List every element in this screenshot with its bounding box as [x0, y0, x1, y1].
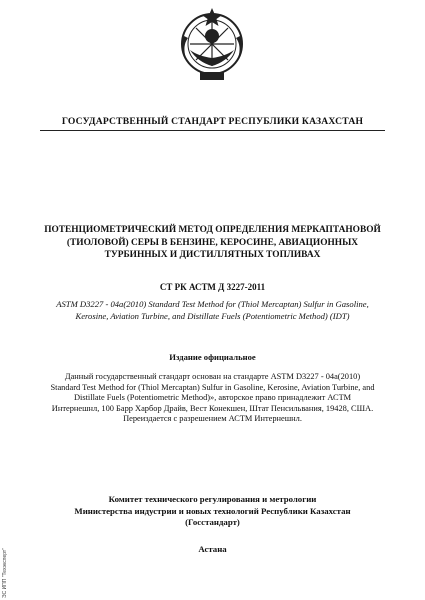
kazakhstan-emblem-icon — [178, 6, 246, 86]
committee-line: Министерства индустрии и новых технологий Республики Казахстан — [74, 505, 351, 516]
side-note: ЭС ИПП "Техэксперт" — [2, 547, 8, 598]
edition-label: Издание официальное — [169, 352, 256, 362]
standard-number: СТ РК АСТМ Д 3227-2011 — [159, 282, 266, 292]
committee-block — [20, 494, 405, 529]
astm-reference — [34, 299, 391, 322]
description-line: Переиздается с разрешением АСТМ Интернешнл. — [123, 414, 302, 424]
description-paragraph — [26, 372, 399, 425]
document-title — [40, 224, 385, 262]
header-divider — [40, 130, 385, 131]
description-line: Standard Test Method for (Thiol Mercaptan) Sulfur in Gasoline, Kerosine, Aviation Turbine, and — [50, 382, 375, 392]
country-standard-header: ГОСУДАРСТВЕННЫЙ СТАНДАРТ РЕСПУБЛИКИ КАЗАХСТАН — [61, 116, 364, 127]
committee-line: (Госстандарт) — [185, 517, 240, 527]
astm-line: ASTM D3227 - 04a(2010) Standard Test Method for (Thiol Mercaptan) Sulfur in Gasoline, — [56, 299, 369, 309]
title-line: ПОТЕНЦИОМЕТРИЧЕСКИЙ МЕТОД ОПРЕДЕЛЕНИЯ МЕРКАПТАНОВОЙ — [44, 225, 381, 235]
description-line: Distillate Fuels (Potentiometric Method)», авторское право принадлежит АСТМ — [73, 393, 352, 403]
description-line: Данный государственный стандарт основан на стандарте ASTM D3227 - 04a(2010) — [64, 372, 361, 381]
committee-line: Комитет технического регулирования и метрологии — [108, 494, 317, 504]
title-line: (ТИОЛОВОЙ) СЕРЫ В БЕНЗИНЕ, КЕРОСИНЕ, АВИАЦИОННЫХ — [66, 237, 359, 248]
city-label: Астана — [198, 544, 227, 554]
title-line: ТУРБИННЫХ И ДИСТИЛЛЯТНЫХ ТОПЛИВАХ — [104, 250, 321, 260]
description-line: Интернешнл, 100 Барр Харбор Драйв, Вест Конекшен, Штат Пенсильвания, 19428, США. — [51, 403, 374, 413]
astm-line: Kerosine, Aviation Turbine, and Distillate Fuels (Potentiometric Method) (IDT) — [75, 310, 350, 321]
